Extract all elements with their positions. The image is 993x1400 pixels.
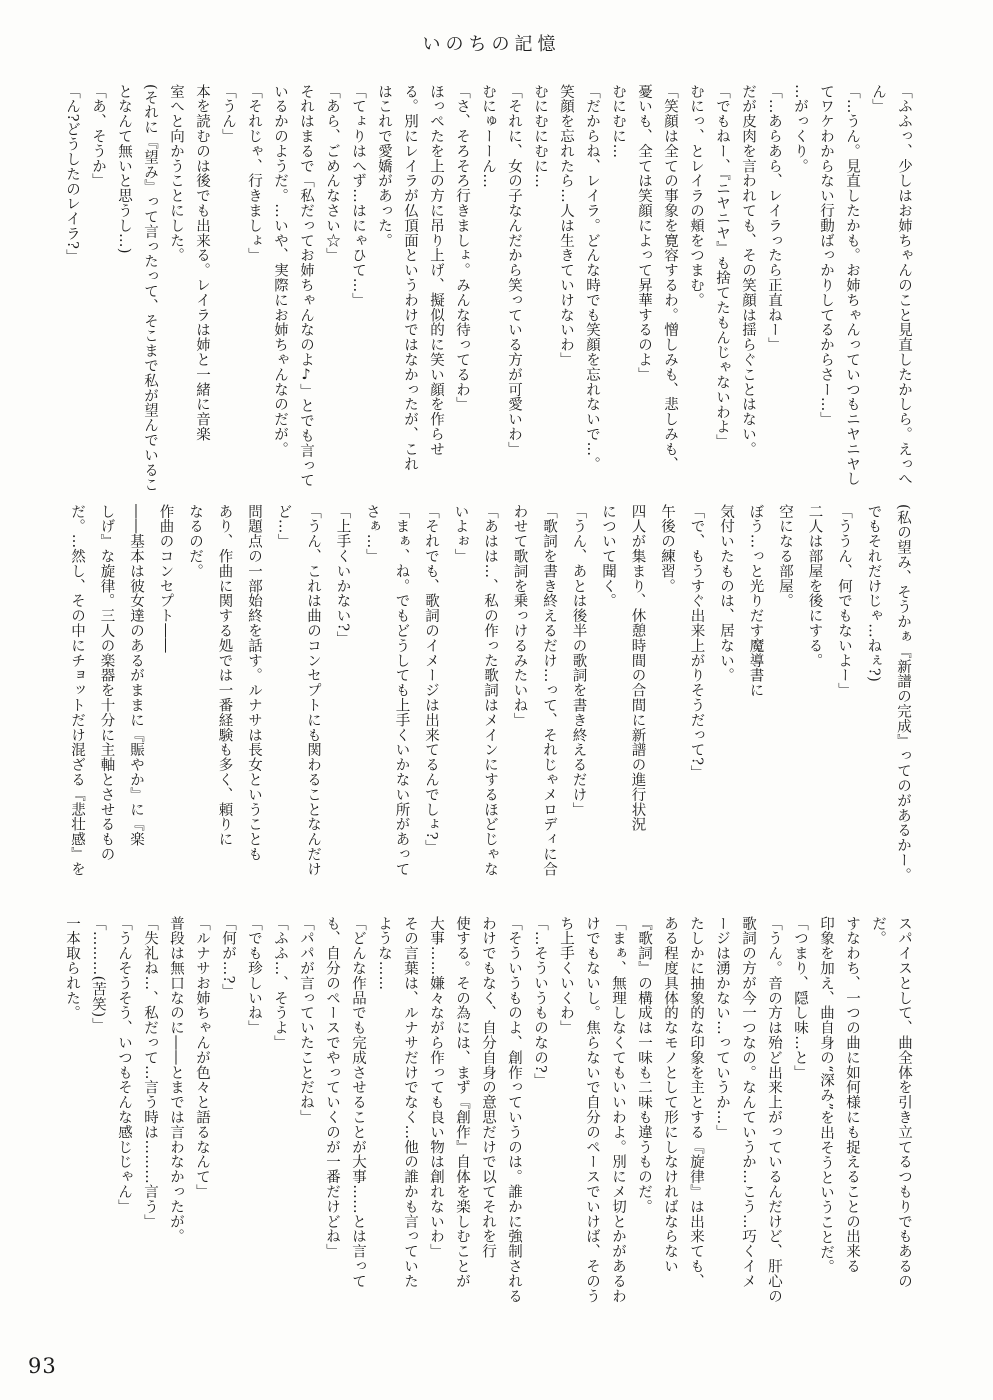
text-column: …がっくり。 (792, 84, 808, 174)
text-column: 四人が集まり、休憩時間の合間に新譜の進行状況 (629, 504, 646, 832)
text-column: 空になる部屋。 (777, 504, 793, 609)
text-column: 「うんそうそう、いつもそんな感じじゃん」 (116, 916, 132, 1214)
text-column: ような…… (376, 916, 392, 991)
text-column: 「ん?どうしたのレイラ?」 (64, 84, 80, 265)
text-column: 憂いも、全ては笑顔によって昇華するのよ」 (636, 84, 652, 382)
text-column: 「そういうものよ、創作っていうのは。誰かに強制される (506, 916, 522, 1304)
text-column: 「失礼ね…、私だって…言う時は………言う」 (142, 916, 158, 1229)
text-column: 「うん」 (220, 84, 236, 144)
text-column: 「つまり、隠し味…と」 (792, 916, 808, 1080)
text-column: 気付いたものは、居ない。 (718, 504, 734, 683)
text-column: すなわち、一つの曲に如何様にも捉えることの出来る (844, 916, 860, 1274)
text-column: 「まぁ、無理しなくてもいいわよ。別にメ切とかがあるわ (610, 916, 626, 1304)
text-column: 大事……嫌々ながら作っても良い物は創れないわ」 (428, 916, 444, 1259)
text-column: 「笑顔は全ての事象を寛容するわ。憎しみも、悲しみも、 (662, 84, 678, 472)
text-column: となんて無いと思うし…) (116, 84, 132, 254)
text-column: ある程度具体的なモノとして形にしなければならない (662, 916, 678, 1274)
text-column: けでもないし。焦らないで自分のペースでいけば、そのう (584, 916, 600, 1304)
text-column: 「…あらあら、レイラったら正直ねー」 (766, 84, 782, 353)
text-column: 午後の練習。 (659, 504, 675, 594)
text-column: ぼう…っと光りだす魔導書に (747, 504, 764, 698)
text-column: 「何が…?」 (220, 916, 236, 999)
text-column: 一本取られた。 (64, 916, 80, 1021)
text-column: 「それでも、歌詞のイメージは出来てるんでしょ?」 (423, 504, 439, 855)
text-column: 「うん、あとは後半の歌詞を書き終えるだけ」 (570, 504, 587, 817)
text-column: 「あ、そうか」 (90, 84, 106, 189)
text-column: 二人は部屋を後にする。 (806, 504, 823, 668)
text-column: いるかのようだ。…いや、実際にお姉ちゃんなのだが。 (272, 84, 288, 457)
text-column: なるのだ。 (187, 504, 203, 579)
text-column: 作曲のコンセプト―― (157, 504, 174, 653)
text-column: その言葉は、ルナサだけでなく…他の誰かも言っていた (402, 916, 418, 1289)
text-column: (私の望み、そうかぁ『新譜の完成』ってのがあるかー。 (895, 504, 911, 883)
text-column: 「うん。音の方は殆ど出来上がっているんだけど、肝心の (766, 916, 782, 1304)
text-column: 「ルナサお姉ちゃんが色々と語るなんて」 (194, 916, 210, 1200)
text-column: (それに『望み』って言ったって、そこまで私が望んでいるこ (142, 84, 158, 493)
text-column: ん」 (870, 84, 886, 114)
text-column: 「…そういうものなの?」 (532, 916, 548, 1089)
text-column: たしかに抽象的な印象を主とする『旋律』は出来ても、 (688, 916, 704, 1289)
text-column: 本を読むのは後でも出来る。レイラは姉と一緒に音楽 (194, 84, 210, 442)
text-column: ど…」 (275, 504, 292, 549)
text-column: 「パパが言っていたことだね」 (298, 916, 314, 1125)
text-column: むにっ、とレイラの頬をつまむ。 (688, 84, 704, 308)
text-column: スパイスとして、曲全体を引き立てるつもりでもあるの (896, 916, 912, 1289)
text-column: 「ふふ…、そうよ」 (272, 916, 288, 1051)
text-column: 歌詞の方が今一つなの。なんていうか…こう…巧くイメ (740, 916, 756, 1289)
text-column: 室へと向かうことにした。 (168, 84, 184, 263)
text-column: 「どんな作品でも完成させることが大事……とは言って (350, 916, 366, 1289)
text-column: 「ふふっ、少しはお姉ちゃんのこと見直したかしら。えっへ (896, 84, 912, 487)
text-column: 「………(苦笑)」 (90, 916, 106, 1033)
text-column: だ。 (870, 916, 886, 946)
text-column: 「だからね、レイラ。どんな時でも笑顔を忘れないで…。 (584, 84, 600, 472)
text-column: だが皮肉を言われても、その笑顔は揺らぐことはない。 (740, 84, 756, 457)
text-band-middle (62, 504, 918, 912)
text-column: について聞く。 (600, 504, 616, 609)
text-column: 「あはは…、私の作った歌詞はメインにするほどじゃな (482, 504, 498, 877)
text-column: 「それじゃ、行きましょ」 (246, 84, 262, 263)
text-band-top (59, 84, 917, 496)
text-column: はこれで愛嬌があった。 (376, 84, 392, 248)
text-column: むにゅーーん… (480, 84, 496, 189)
text-column: 『歌詞』の構成は一味も二味も違うものだ。 (636, 916, 652, 1214)
text-column: ち上手くいくわ」 (558, 916, 574, 1036)
text-column: ほっぺたを上の方に吊り上げ、擬似的に笑い顔を作らせ (428, 84, 444, 457)
text-column: さぁ…」 (364, 504, 380, 564)
text-band-bottom (59, 916, 917, 1354)
text-column: 「うん、これは曲のコンセプトにも関わることなんだけ (305, 504, 321, 877)
page-number: 93 (28, 1354, 57, 1378)
text-column: わせて歌詞を乗っけるみたいね」 (511, 504, 528, 728)
text-column: いよぉ」 (452, 504, 469, 564)
text-column: 「ううん、何でもないよー」 (836, 504, 852, 698)
text-column: 「あら、ごめんなさい☆」 (324, 84, 340, 263)
text-column: あり、作曲に関する処では一番経験も多く、頼りに (216, 504, 233, 847)
text-column: てワケわからない行動ばっかりしてるからさー…」 (818, 84, 834, 427)
text-column: それはまるで「私だってお姉ちゃんなのよ♪」とでも言って (298, 84, 314, 488)
text-column: 「まぁ、ね。でもどうしても上手くいかない所があって (393, 504, 410, 877)
text-column: 「それに、女の子なんだから笑っている方が可愛いわ」 (506, 84, 522, 457)
text-column: 問題点の一部始終を話す。ルナサは長女ということも (246, 504, 262, 862)
text-column: ――基本は彼女達のあるがままに『賑やか』に『楽 (128, 504, 144, 847)
text-column: る。別にレイラが仏頂面というわけではなかったが、これ (402, 84, 418, 472)
text-column: 「…うん。見直したかも。お姉ちゃんっていつもニヤニヤし (844, 84, 860, 487)
text-column: 「上手くいかない?」 (334, 504, 351, 647)
text-column: 印象を加え、曲自身の“深み”を出そうということだ。 (818, 916, 834, 1275)
page-title: いのちの記憶 (422, 34, 561, 55)
text-column: むにむにむに… (532, 84, 548, 189)
text-column: 普段は無口なのに――とまでは言わなかったが。 (168, 916, 184, 1244)
text-column: 「でも珍しいね」 (246, 916, 262, 1036)
text-column: 使する。その為には、まず『創作』自体を楽しむことが (454, 916, 470, 1289)
text-column: 「てょりはへず…はにゃひて…」 (350, 84, 366, 308)
text-column: 「歌詞を書き終えるだけ…って、それじゃメロディに合 (541, 504, 557, 877)
text-column: むにむに… (610, 84, 626, 159)
text-column: 「で、もうすぐ出来上がりそうだって?」 (688, 504, 705, 781)
text-column: 「さ、そろそろ行きましょ。みんな待ってるわ」 (454, 84, 470, 412)
text-column: 「でもねー、『ニヤニヤ』も捨てたもんじゃないわよ」 (714, 84, 730, 450)
text-column: も、自分のペースでやっていくのが一番だけどね」 (324, 916, 340, 1259)
text-column: でもそれだけじゃ…ねぇ?) (865, 504, 882, 683)
text-column: だ。…然し、その中にチョットだけ混ざる『悲壮感』を (69, 504, 85, 877)
text-column: ージは湧かない…っていうか…」 (714, 916, 730, 1140)
text-column: 笑顔を忘れたら…人は生きていけないわ」 (558, 84, 574, 368)
text-column: しげ』な旋律。三人の楽器を十分に主軸とさせるもの (98, 504, 115, 862)
text-column: わけでもなく、自分自身の意思だけで以てそれを行 (480, 916, 496, 1259)
